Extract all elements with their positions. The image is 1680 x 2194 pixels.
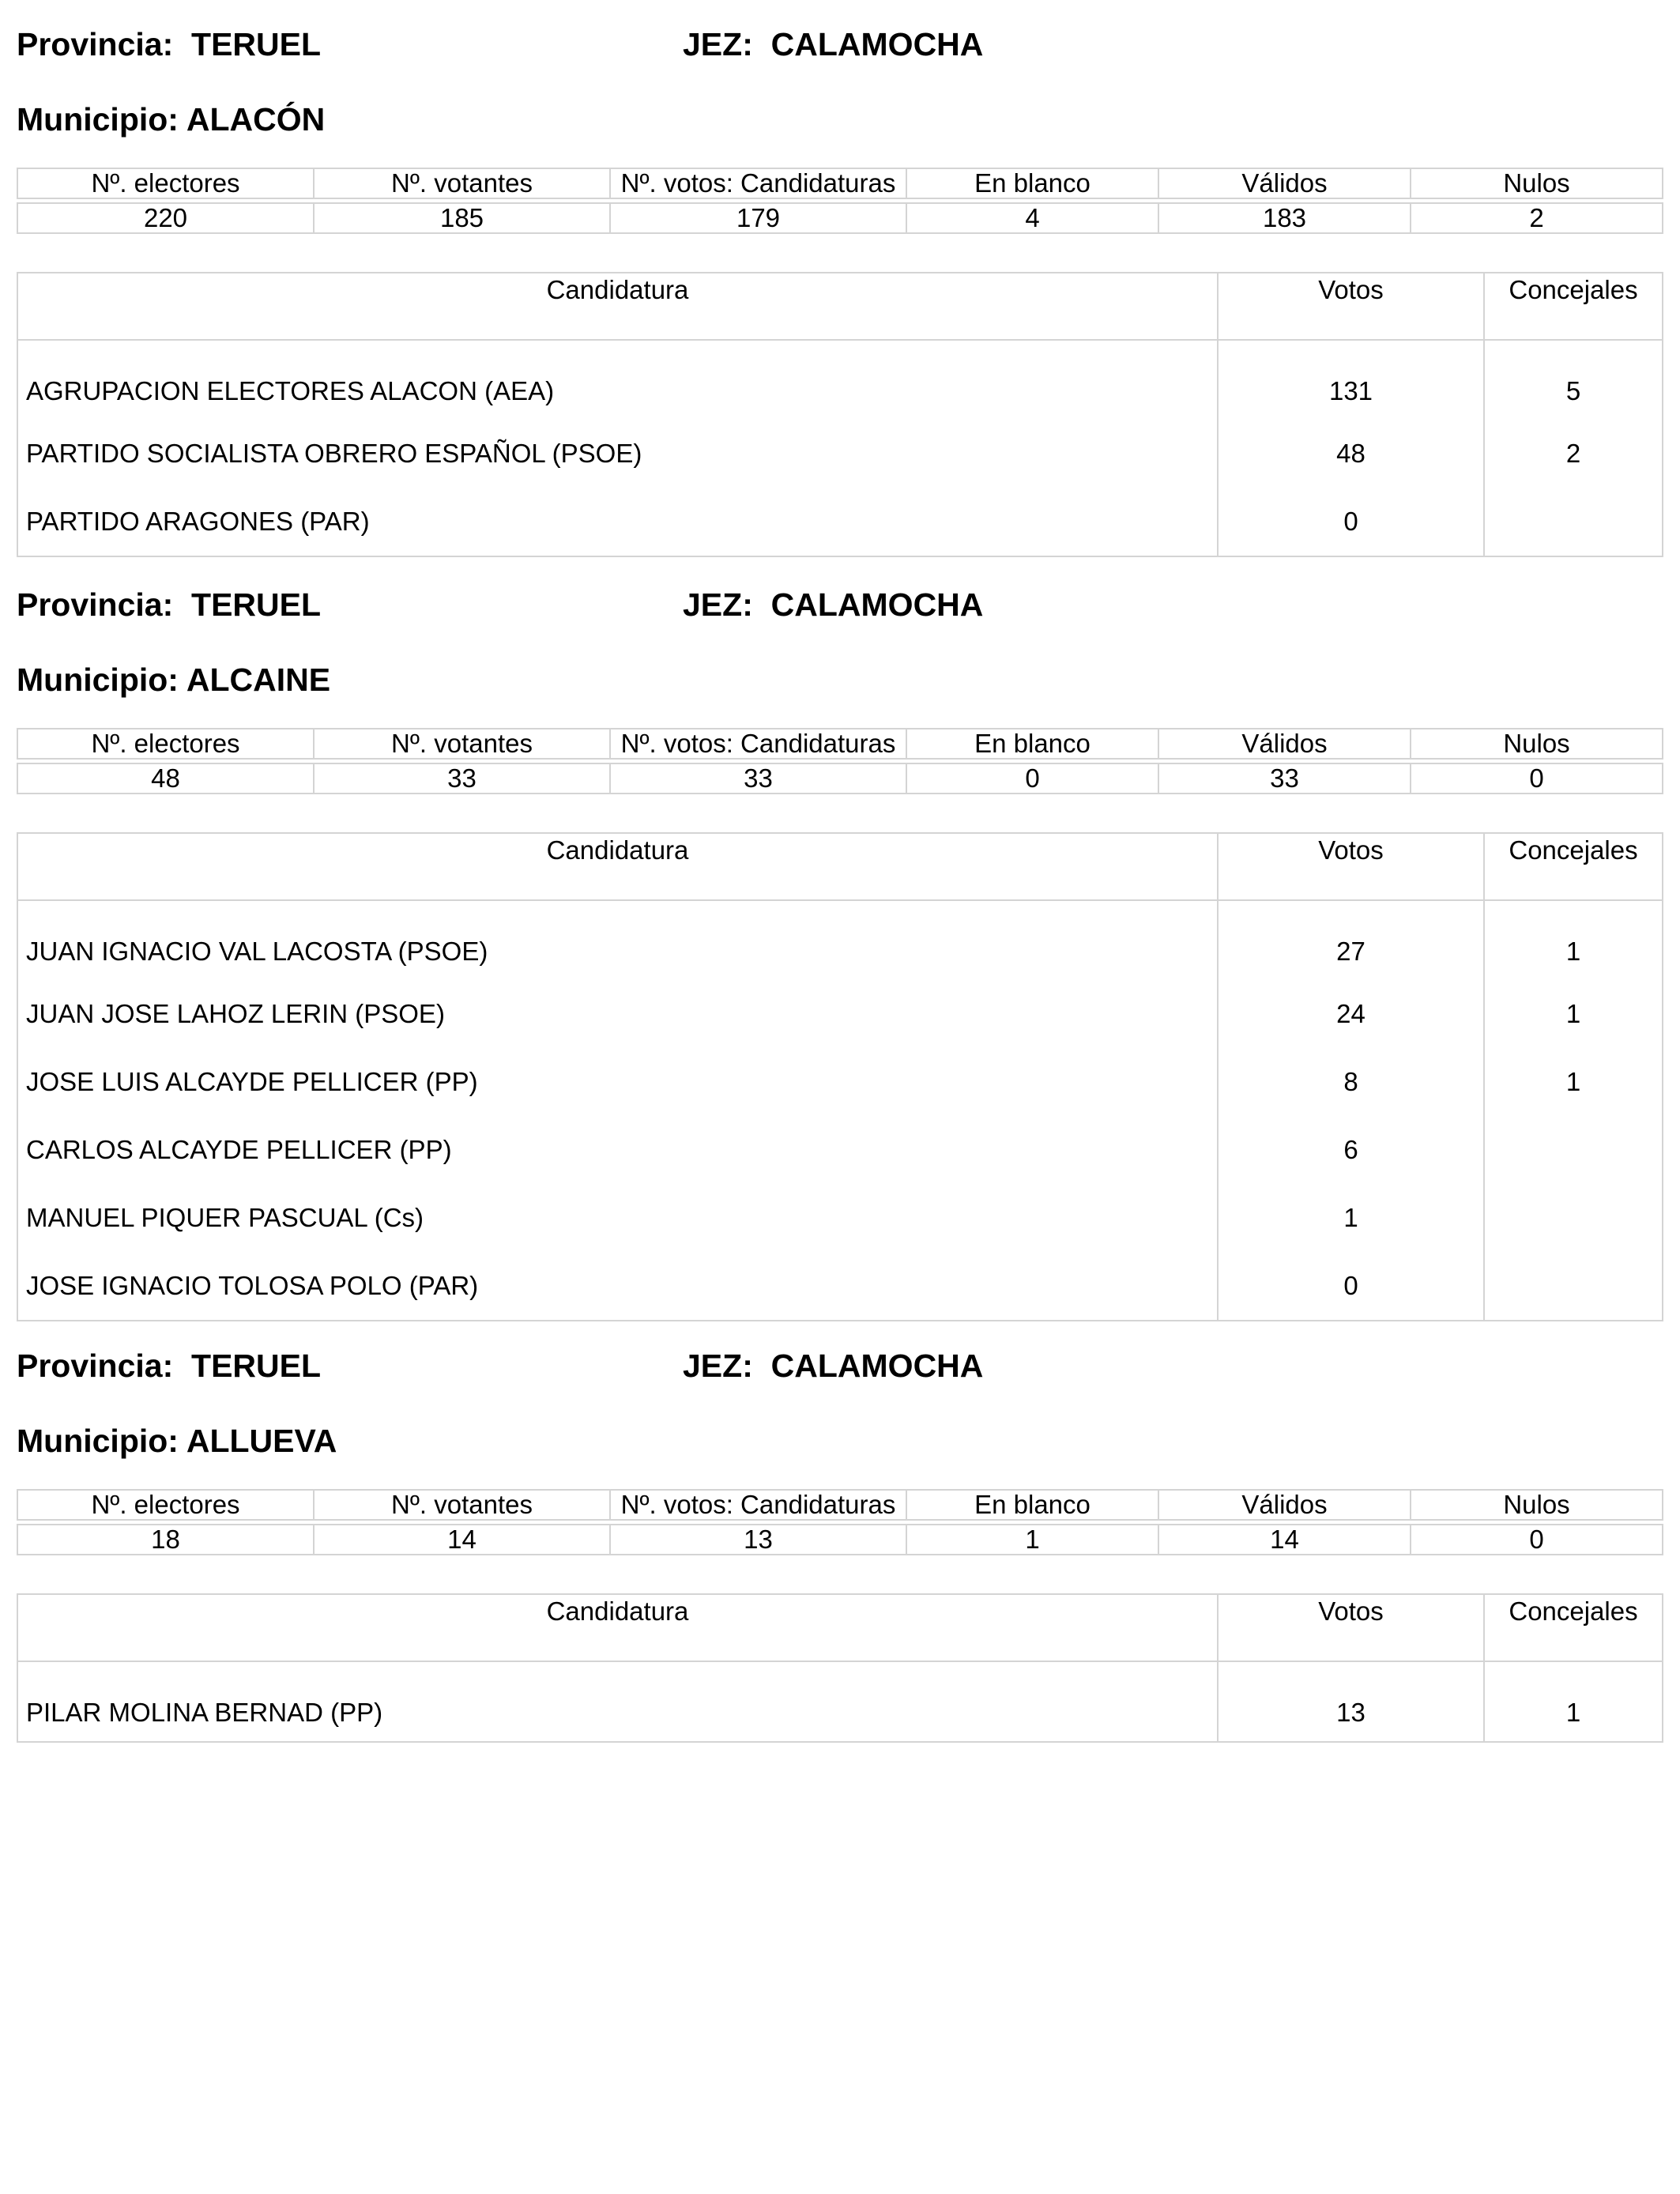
candidate-name: MANUEL PIQUER PASCUAL (Cs) bbox=[26, 1203, 424, 1232]
municipio-header bbox=[17, 1419, 337, 1463]
candidate-concejales: 2 bbox=[1484, 420, 1663, 488]
stats-votos-candidaturas: 33 bbox=[610, 763, 906, 794]
stats-header-en-blanco: En blanco bbox=[906, 168, 1158, 198]
provincia-label: Provincia: bbox=[17, 1348, 174, 1384]
candidate-votos: 1 bbox=[1218, 1184, 1484, 1252]
jez-header bbox=[683, 582, 983, 627]
candidates-table bbox=[17, 832, 1663, 1321]
stats-header-validos: Válidos bbox=[1158, 729, 1411, 759]
candidates-header-row bbox=[17, 273, 1663, 340]
stats-validos: 33 bbox=[1158, 763, 1411, 794]
municipio-label: Municipio: bbox=[17, 1423, 179, 1459]
stats-header-row bbox=[17, 168, 1663, 198]
candidate-row bbox=[17, 488, 1663, 556]
jez-label: JEZ: bbox=[683, 26, 753, 62]
candidate-name: JUAN JOSE LAHOZ LERIN (PSOE) bbox=[26, 999, 445, 1028]
provincia-label: Provincia: bbox=[17, 26, 174, 62]
stats-header-votos-candidaturas: Nº. votos: Candidaturas bbox=[610, 729, 906, 759]
stats-votos-candidaturas: 179 bbox=[610, 203, 906, 233]
candidate-votos: 24 bbox=[1218, 980, 1484, 1048]
stats-header-en-blanco: En blanco bbox=[906, 729, 1158, 759]
header-candidatura: Candidatura bbox=[17, 273, 1218, 340]
jez-value: CALAMOCHA bbox=[770, 586, 984, 623]
stats-value-row bbox=[17, 1525, 1663, 1555]
candidate-row bbox=[17, 420, 1663, 488]
candidate-votos: 48 bbox=[1218, 420, 1484, 488]
stats-validos: 183 bbox=[1158, 203, 1411, 233]
stats-header-votantes: Nº. votantes bbox=[314, 1490, 610, 1520]
stats-electores: 18 bbox=[17, 1525, 314, 1555]
stats-header-votos-candidaturas: Nº. votos: Candidaturas bbox=[610, 168, 906, 198]
stats-header-row bbox=[17, 1490, 1663, 1520]
candidates-header-row bbox=[17, 833, 1663, 900]
municipio-header bbox=[17, 658, 330, 702]
candidate-row bbox=[17, 1661, 1663, 1742]
candidates-table bbox=[17, 1593, 1663, 1743]
candidate-row bbox=[17, 900, 1663, 980]
header-concejales: Concejales bbox=[1484, 1594, 1663, 1661]
municipio-value: ALCAINE bbox=[186, 662, 331, 698]
stats-header-validos: Válidos bbox=[1158, 1490, 1411, 1520]
jez-header bbox=[683, 22, 983, 66]
candidate-votos: 131 bbox=[1218, 340, 1484, 420]
candidate-concejales: 1 bbox=[1484, 900, 1663, 980]
stats-votantes: 14 bbox=[314, 1525, 610, 1555]
header-candidatura: Candidatura bbox=[17, 833, 1218, 900]
header-concejales: Concejales bbox=[1484, 273, 1663, 340]
provincia-header bbox=[17, 582, 321, 627]
stats-electores: 48 bbox=[17, 763, 314, 794]
candidate-row bbox=[17, 1252, 1663, 1321]
provincia-value: TERUEL bbox=[191, 586, 322, 623]
header-votos: Votos bbox=[1218, 1594, 1484, 1661]
candidate-row bbox=[17, 1184, 1663, 1252]
stats-header-electores: Nº. electores bbox=[17, 729, 314, 759]
stats-table bbox=[17, 168, 1663, 234]
candidate-name: PARTIDO SOCIALISTA OBRERO ESPAÑOL (PSOE) bbox=[26, 439, 642, 468]
stats-header-nulos: Nulos bbox=[1411, 168, 1663, 198]
stats-value-row bbox=[17, 203, 1663, 233]
stats-header-en-blanco: En blanco bbox=[906, 1490, 1158, 1520]
stats-header-electores: Nº. electores bbox=[17, 1490, 314, 1520]
candidate-votos: 27 bbox=[1218, 900, 1484, 980]
candidate-concejales: 1 bbox=[1484, 980, 1663, 1048]
stats-electores: 220 bbox=[17, 203, 314, 233]
candidate-name: JUAN IGNACIO VAL LACOSTA (PSOE) bbox=[26, 937, 488, 966]
stats-nulos: 0 bbox=[1411, 1525, 1663, 1555]
candidates-header-row bbox=[17, 1594, 1663, 1661]
stats-header-nulos: Nulos bbox=[1411, 729, 1663, 759]
stats-header-votantes: Nº. votantes bbox=[314, 729, 610, 759]
candidate-name: JOSE IGNACIO TOLOSA POLO (PAR) bbox=[26, 1271, 479, 1300]
provincia-value: TERUEL bbox=[191, 26, 322, 62]
candidate-votos: 0 bbox=[1218, 488, 1484, 556]
candidate-name: PARTIDO ARAGONES (PAR) bbox=[26, 507, 370, 536]
candidate-concejales bbox=[1484, 1252, 1663, 1321]
header-votos: Votos bbox=[1218, 833, 1484, 900]
header-votos: Votos bbox=[1218, 273, 1484, 340]
candidate-name: AGRUPACION ELECTORES ALACON (AEA) bbox=[26, 376, 555, 405]
stats-header-electores: Nº. electores bbox=[17, 168, 314, 198]
provincia-header bbox=[17, 1344, 321, 1388]
provincia-label: Provincia: bbox=[17, 586, 174, 623]
stats-votantes: 185 bbox=[314, 203, 610, 233]
jez-value: CALAMOCHA bbox=[770, 1348, 984, 1384]
candidate-votos: 13 bbox=[1218, 1661, 1484, 1742]
candidate-concejales: 1 bbox=[1484, 1048, 1663, 1116]
provincia-value: TERUEL bbox=[191, 1348, 322, 1384]
stats-header-row bbox=[17, 729, 1663, 759]
municipio-value: ALACÓN bbox=[186, 101, 326, 138]
jez-label: JEZ: bbox=[683, 586, 753, 623]
candidates-table bbox=[17, 272, 1663, 557]
candidate-name: PILAR MOLINA BERNAD (PP) bbox=[26, 1698, 383, 1727]
stats-en-blanco: 4 bbox=[906, 203, 1158, 233]
municipio-label: Municipio: bbox=[17, 662, 179, 698]
municipio-value: ALLUEVA bbox=[186, 1423, 337, 1459]
stats-nulos: 2 bbox=[1411, 203, 1663, 233]
candidate-votos: 6 bbox=[1218, 1116, 1484, 1184]
municipio-header bbox=[17, 97, 325, 141]
stats-en-blanco: 1 bbox=[906, 1525, 1158, 1555]
jez-header bbox=[683, 1344, 983, 1388]
stats-en-blanco: 0 bbox=[906, 763, 1158, 794]
municipio-label: Municipio: bbox=[17, 101, 179, 138]
candidate-concejales bbox=[1484, 1184, 1663, 1252]
header-candidatura: Candidatura bbox=[17, 1594, 1218, 1661]
stats-validos: 14 bbox=[1158, 1525, 1411, 1555]
candidate-row bbox=[17, 1116, 1663, 1184]
stats-value-row bbox=[17, 763, 1663, 794]
candidate-row bbox=[17, 1048, 1663, 1116]
candidate-votos: 8 bbox=[1218, 1048, 1484, 1116]
stats-header-nulos: Nulos bbox=[1411, 1490, 1663, 1520]
stats-header-votos-candidaturas: Nº. votos: Candidaturas bbox=[610, 1490, 906, 1520]
header-concejales: Concejales bbox=[1484, 833, 1663, 900]
stats-header-votantes: Nº. votantes bbox=[314, 168, 610, 198]
jez-value: CALAMOCHA bbox=[770, 26, 984, 62]
stats-votantes: 33 bbox=[314, 763, 610, 794]
provincia-header bbox=[17, 22, 321, 66]
candidate-row bbox=[17, 340, 1663, 420]
stats-table bbox=[17, 1489, 1663, 1555]
candidate-concejales: 5 bbox=[1484, 340, 1663, 420]
stats-header-validos: Válidos bbox=[1158, 168, 1411, 198]
stats-table bbox=[17, 728, 1663, 794]
candidate-votos: 0 bbox=[1218, 1252, 1484, 1321]
candidate-concejales: 1 bbox=[1484, 1661, 1663, 1742]
candidate-concejales bbox=[1484, 488, 1663, 556]
candidate-name: JOSE LUIS ALCAYDE PELLICER (PP) bbox=[26, 1067, 478, 1096]
stats-nulos: 0 bbox=[1411, 763, 1663, 794]
candidate-name: CARLOS ALCAYDE PELLICER (PP) bbox=[26, 1135, 452, 1164]
jez-label: JEZ: bbox=[683, 1348, 753, 1384]
candidate-concejales bbox=[1484, 1116, 1663, 1184]
candidate-row bbox=[17, 980, 1663, 1048]
stats-votos-candidaturas: 13 bbox=[610, 1525, 906, 1555]
